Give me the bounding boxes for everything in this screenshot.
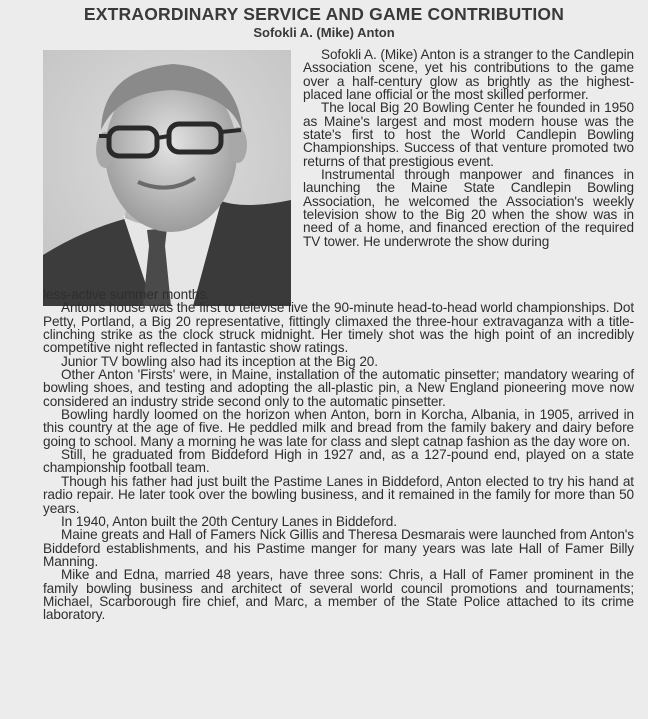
portrait-photo <box>43 50 291 306</box>
paragraph: Junior TV bowling also had its inception at the Big 20. <box>61 353 378 369</box>
paragraph: Instrumental through manpower and finances in launching the Maine State Candlepin Bowling Association, he welcomed the Association's weekly television show to the Big 20 when the show was in need of a home, and financed erection of the required TV tower. He underwrote the show during <box>303 167 634 249</box>
article-title: EXTRAORDINARY SERVICE AND GAME CONTRIBUTION <box>83 4 565 24</box>
article-body <box>43 288 634 622</box>
portrait-icon <box>43 50 291 306</box>
paragraph: In 1940, Anton built the 20th Century Lanes in Biddeford. <box>61 513 397 529</box>
paragraph: Though his father had just built the Pastime Lanes in Biddeford, Anton elected to try his hand at radio repair. He later took over the bowling business, and it remained in the family for more than 50 years. <box>43 473 634 516</box>
paragraph: Sofokli A. (Mike) Anton is a stranger to the Candlepin Association scene, yet his contributions to the game over a half-century glow as brightly as the highest-placed lane official or the most skilled performer. <box>303 47 634 103</box>
paragraph: Bowling hardly loomed on the horizon when Anton, born in Korcha, Albania, in 1905, arrived in this country at the age of five. He peddled milk and bread from the family bakery and dairy before going to school. Many a morning he was late for class and slept catnap fashion as the day wore on. <box>43 407 634 449</box>
paragraph: Mike and Edna, married 48 years, have three sons: Chris, a Hall of Famer prominent in the family bowling business and architect of several world council promotions and tournaments; Michael, Scarborough fire chief, and Marc, a member of the State Police attached to its crime laboratory. <box>43 567 634 623</box>
paragraph: Still, he graduated from Biddeford High in 1927 and, as a 127-pound end, played on a state championship football team. <box>43 447 634 476</box>
paragraph: Anton's house was the first to televise live the 90-minute head-to-head world championships. Dot Petty, Portland, a Big 20 representative, fittingly climaxed the three-hour extravaganza with a title-clinching strike as the clock struck midnight. Her timely shot was the high point of an incredibly competitive night reflected in fantastic show ratings. <box>43 300 634 356</box>
paragraph-continuation: less-active summer months. <box>43 287 210 302</box>
paragraph: Maine greats and Hall of Famers Nick Gillis and Theresa Desmarais were launched from Anton's Biddeford establishments, and his Pastime manger for many years was late Hall of Famer Billy Manning. <box>43 527 634 569</box>
article-subtitle: Sofokli A. (Mike) Anton <box>253 25 395 40</box>
paragraph: The local Big 20 Bowling Center he founded in 1950 as Maine's largest and most modern house was the state's first to host the World Candlepin Bowling Championships. Success of that venture promoted two returns of that prestigious event. <box>303 100 634 169</box>
article-column <box>303 48 634 248</box>
paragraph: Other Anton 'Firsts' were, in Maine, installation of the automatic pinsetter; mandatory wearing of bowling shoes, and testing and adopting the all-plastic pin, a New England pioneering move now considered an industry stride second only to the automatic pinsetter. <box>43 367 634 409</box>
